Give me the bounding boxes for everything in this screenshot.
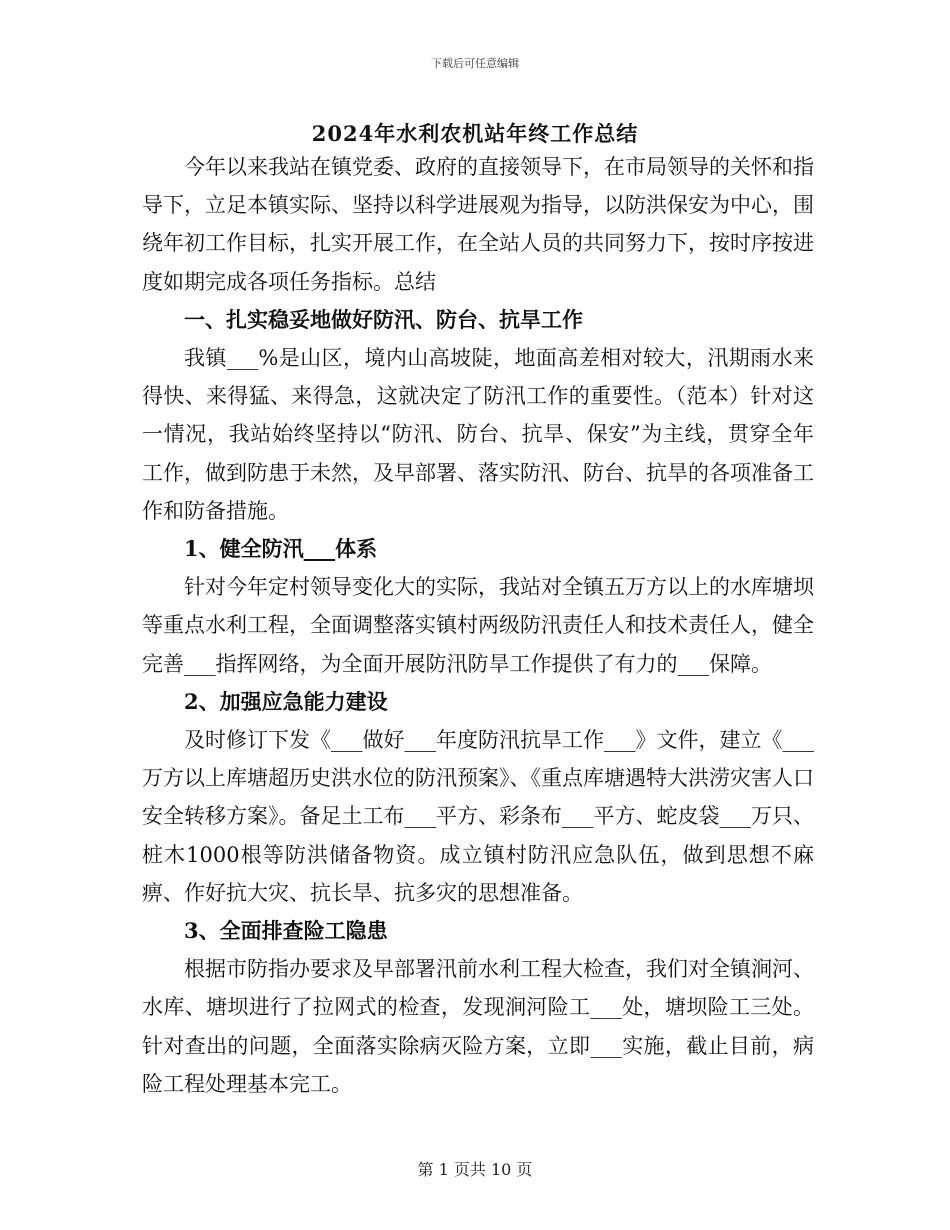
subheading-1: 1、健全防汛___体系 xyxy=(184,536,378,562)
paragraph-subsection-2: 及时修订下发《___做好___年度防汛抗旱工作___》文件，建立《___万方以上库塘超历史洪水位的防汛预案》、《重点库塘遇特大洪涝灾害人口安全转移方案》。备足土工布___平方、彩条布___平方、蛇皮袋___万只、桩木1000根等防洪储备物资。成立镇村防汛应急队伍，做到思想不麻痹、作好抗大灾、抗长旱、抗多灾的思想准备。 xyxy=(142,728,814,905)
document-title: 2024年水利农机站年终工作总结 xyxy=(311,121,639,146)
section-heading-1: 一、扎实稳妥地做好防汛、防台、抗旱工作 xyxy=(184,306,583,332)
paragraph-subsection-3: 根据市防指办要求及早部署汛前水利工程大检查，我们对全镇涧河、水库、塘坝进行了拉网式的检查，发现涧河险工___处，塘坝险工三处。针对查出的问题，全面落实除病灭险方案，立即___实施，截止目前，病险工程处理基本完工。 xyxy=(142,957,814,1096)
page-footer: 第 1 页共 10 页 xyxy=(417,1160,533,1179)
document-body xyxy=(142,148,814,1103)
subheading-3: 3、全面排查险工隐患 xyxy=(184,918,388,944)
paragraph-section-1: 我镇___%是山区，境内山高坡陡，地面高差相对较大，汛期雨水来得快、来得猛、来得急，这就决定了防汛工作的重要性。（范本）针对这一情况，我站始终坚持以“防汛、防台、抗旱、保安”为主线，贯穿全年工作，做到防患于未然，及早部署、落实防汛、防台、抗旱的各项准备工作和防备措施。 xyxy=(142,346,814,523)
header-note: 下载后可任意编辑 xyxy=(431,57,519,70)
subheading-2: 2、加强应急能力建设 xyxy=(184,688,388,714)
paragraph-subsection-1: 针对今年定村领导变化大的实际，我站对全镇五万方以上的水库塘坝等重点水利工程，全面调整落实镇村两级防汛责任人和技术责任人，健全完善___指挥网络，为全面开展防汛防旱工作提供了有力的___保障。 xyxy=(142,575,814,676)
paragraph-intro: 今年以来我站在镇党委、政府的直接领导下，在市局领导的关怀和指导下，立足本镇实际、坚持以科学进展观为指导，以防洪保安为中心，围绕年初工作目标，扎实开展工作，在全站人员的共同努力下，按时序按进度如期完成各项任务指标。总结 xyxy=(142,155,814,294)
